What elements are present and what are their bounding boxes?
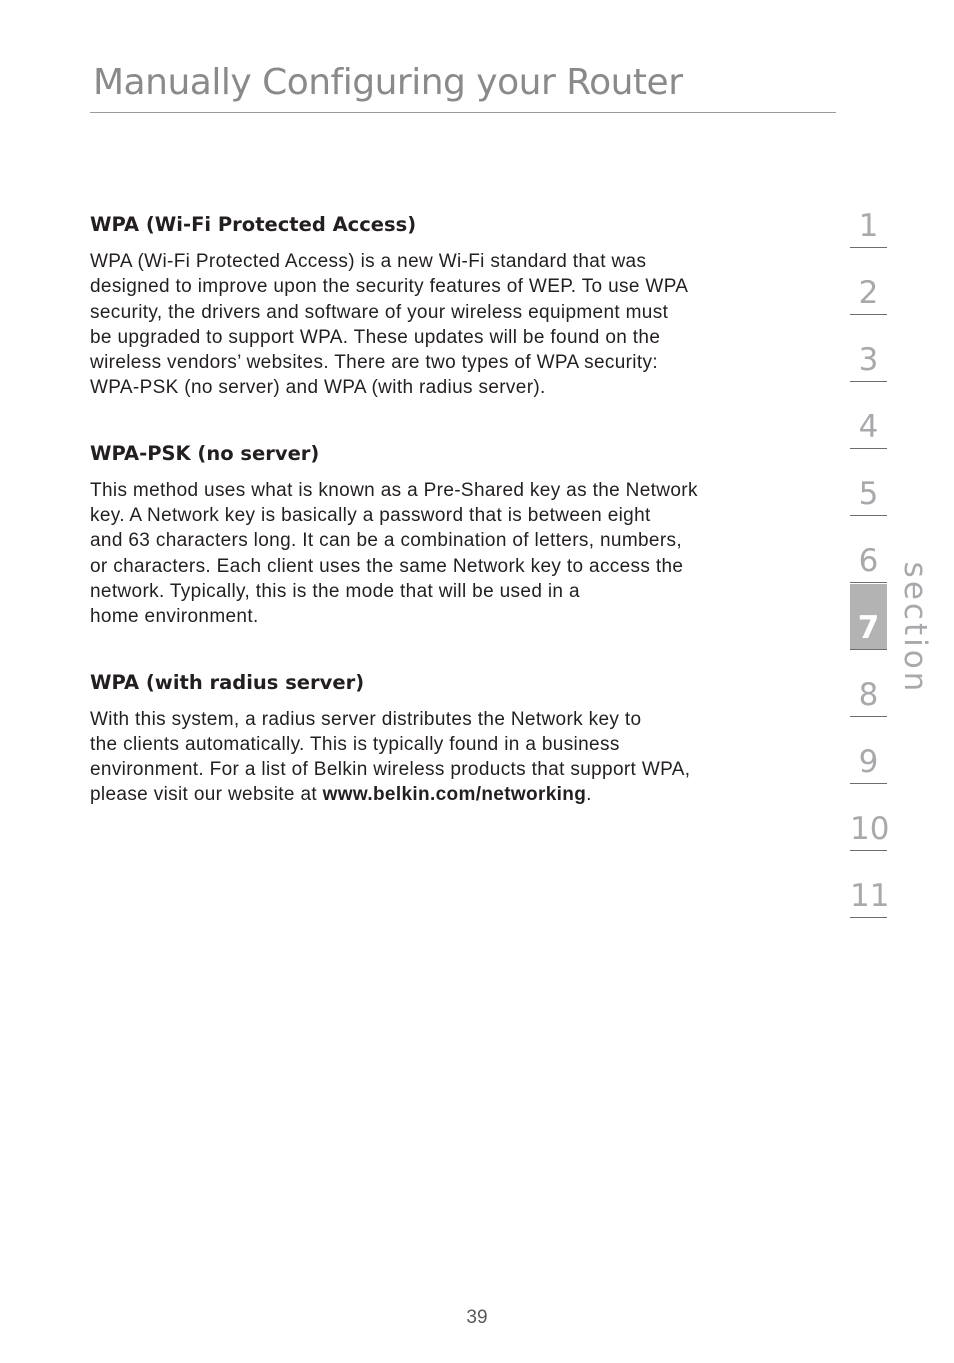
section-tab-11[interactable] bbox=[850, 852, 890, 918]
section-tab-number: 9 bbox=[858, 744, 879, 780]
section-tab-5[interactable] bbox=[850, 450, 887, 516]
section-tab-number: 10 bbox=[850, 811, 890, 847]
paragraph-line: security, the drivers and software of your wireless equipment must bbox=[90, 301, 669, 323]
title-rule bbox=[90, 112, 836, 113]
section-tab-2[interactable] bbox=[850, 249, 887, 315]
paragraph-line-suffix: . bbox=[586, 784, 592, 806]
paragraph-line: wireless vendors’ websites. There are two types of WPA security: bbox=[90, 352, 658, 374]
section-tab-3[interactable] bbox=[850, 316, 887, 382]
paragraph-line: designed to improve upon the security features of WEP. To use WPA bbox=[90, 276, 689, 298]
paragraph-line: WPA (Wi-Fi Protected Access) is a new Wi-Fi standard that was bbox=[90, 251, 647, 272]
paragraph-line: the clients automatically. This is typically found in a business bbox=[90, 733, 620, 755]
paragraph-line: please visit our website at bbox=[90, 784, 323, 806]
section-nav bbox=[850, 182, 890, 919]
section-tab-9[interactable] bbox=[850, 718, 887, 784]
section-tab-number: 11 bbox=[850, 878, 890, 914]
section-tab-number: 1 bbox=[858, 208, 879, 244]
paragraph-line: With this system, a radius server distributes the Network key to bbox=[90, 708, 642, 730]
heading-wpa-psk: WPA-PSK (no server) bbox=[90, 441, 320, 465]
paragraph-line: be upgraded to support WPA. These updates will be found on the bbox=[90, 326, 661, 348]
belkin-website-link[interactable]: www.belkin.com/networking bbox=[322, 784, 587, 806]
section-tab-number: 2 bbox=[858, 275, 879, 311]
paragraph-line: This method uses what is known as a Pre-Shared key as the Network bbox=[90, 479, 698, 501]
section-tab-7-active[interactable] bbox=[850, 584, 887, 650]
page-number: 39 bbox=[466, 1307, 488, 1328]
section-tab-number: 6 bbox=[858, 543, 879, 579]
paragraph-line: key. A Network key is basically a password that is between eight bbox=[90, 505, 651, 527]
section-tab-number: 4 bbox=[858, 409, 879, 445]
section-tab-number: 8 bbox=[858, 677, 879, 713]
paragraph-line: and 63 characters long. It can be a combination of letters, numbers, bbox=[90, 530, 683, 552]
section-tab-8[interactable] bbox=[850, 651, 887, 717]
section-tab-number: 7 bbox=[857, 610, 880, 646]
section-label-text: section bbox=[897, 561, 933, 695]
heading-wpa-radius: WPA (with radius server) bbox=[90, 670, 365, 694]
section-label bbox=[897, 561, 933, 695]
paragraph-wpa-radius bbox=[90, 707, 800, 808]
main-content bbox=[90, 212, 800, 848]
paragraph-wpa-psk bbox=[90, 478, 800, 630]
heading-wpa: WPA (Wi-Fi Protected Access) bbox=[90, 213, 417, 236]
paragraph-line: environment. For a list of Belkin wireless products that support WPA, bbox=[90, 759, 691, 781]
section-tab-10[interactable] bbox=[850, 785, 890, 851]
paragraph-line: network. Typically, this is the mode that will be used in a bbox=[90, 580, 580, 602]
paragraph-line: or characters. Each client uses the same Network key to access the bbox=[90, 555, 684, 577]
paragraph-line: home environment. bbox=[90, 606, 259, 628]
section-tab-number: 3 bbox=[858, 342, 879, 378]
paragraph-wpa bbox=[90, 249, 800, 401]
section-tab-4[interactable] bbox=[850, 383, 887, 449]
page-title: Manually Configuring your Router bbox=[93, 62, 683, 103]
section-tab-1[interactable] bbox=[850, 182, 887, 248]
paragraph-line: WPA-PSK (no server) and WPA (with radius server). bbox=[90, 377, 546, 399]
section-tab-number: 5 bbox=[858, 476, 879, 512]
section-tab-6[interactable] bbox=[850, 517, 887, 583]
